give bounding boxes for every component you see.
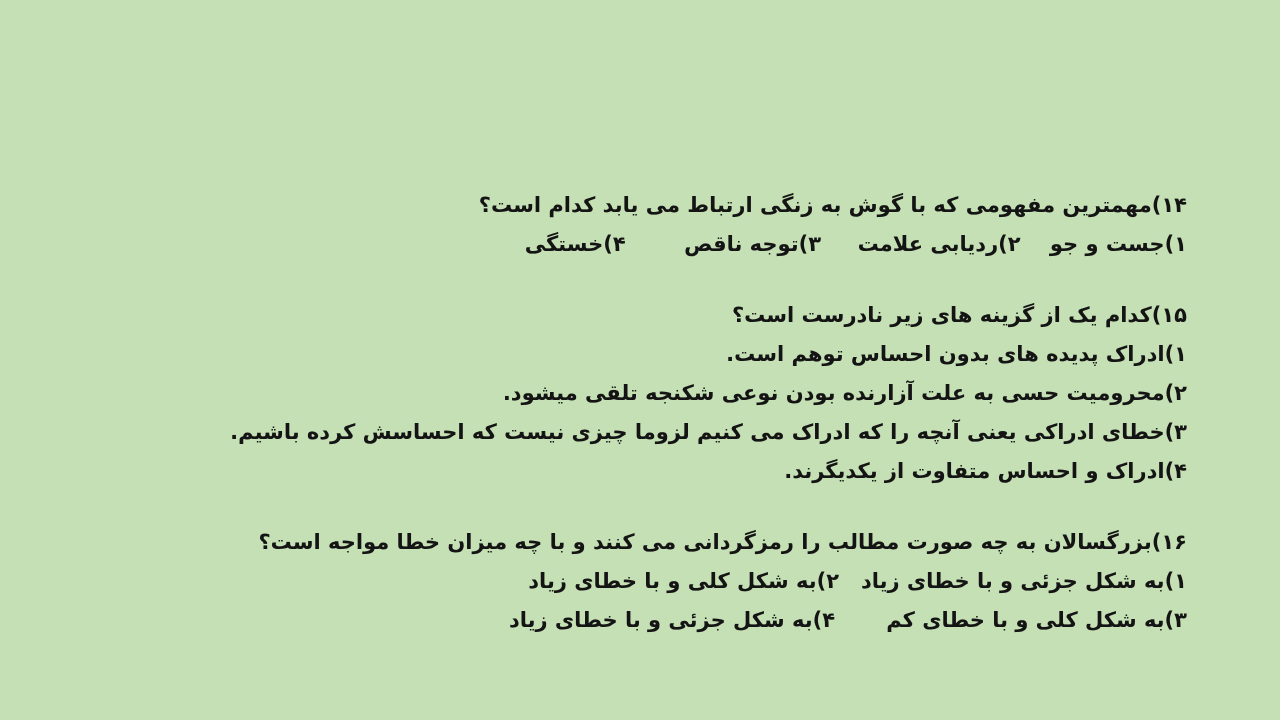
question-14-text: ۱۴)مهمترین مفهومی که با گوش به زنگی ارتباط می یابد کدام است؟ <box>478 193 1187 217</box>
question-15-option-4: ۴)ادراک و احساس متفاوت از یکدیگرند. <box>784 459 1187 483</box>
spacer <box>60 264 1187 296</box>
spacer <box>60 491 1187 523</box>
question-15-option-2: ۲)محرومیت حسی به علت آزارنده بودن نوعی شکنجه تلقی میشود. <box>502 381 1187 405</box>
question-15-text: ۱۵)کدام یک از گزینه های زیر نادرست است؟ <box>731 303 1187 327</box>
question-14 <box>60 186 1187 264</box>
quiz-questions-block <box>60 186 1187 640</box>
question-16-options-row-2: ۳)به شکل کلی و با خطای کم ۴)به شکل جزئی و با خطای زیاد <box>508 608 1187 632</box>
question-15-option-1: ۱)ادراک پدیده های بدون احساس توهم است. <box>726 342 1187 366</box>
question-16-options-row-1: ۱)به شکل جزئی و با خطای زیاد ۲)به شکل کلی و با خطای زیاد <box>528 569 1187 593</box>
question-16 <box>60 523 1187 640</box>
question-15-option-3: ۳)خطای ادراکی یعنی آنچه را که ادراک می کنیم لزوما چیزی نیست که احساسش کرده باشیم. <box>230 420 1187 444</box>
question-16-text: ۱۶)بزرگسالان به چه صورت مطالب را رمزگردانی می کنند و با چه میزان خطا مواجه است؟ <box>258 530 1187 554</box>
question-14-options: ۱)جست و جو ۲)ردیابی علامت ۳)توجه ناقص ۴)خستگی <box>524 232 1187 256</box>
question-15 <box>60 296 1187 491</box>
